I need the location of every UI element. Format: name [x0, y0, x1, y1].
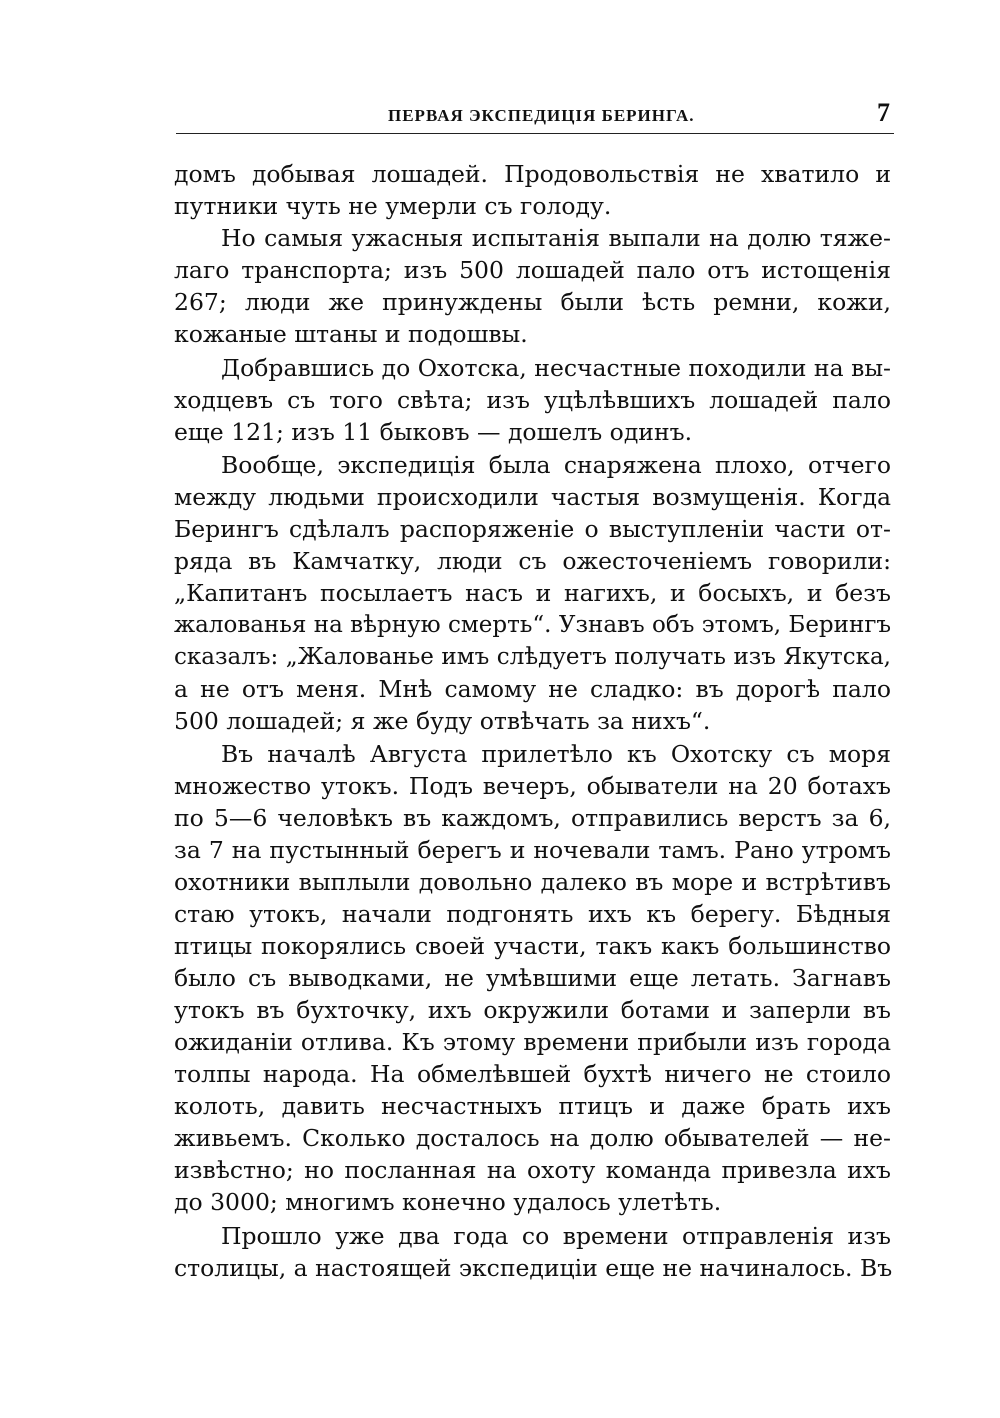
text-line: Вообще, экспедиція была снаряжена плохо, отчего	[221, 451, 891, 479]
text-line: было съ выводками, не умѣвшими еще летать. Загнавъ	[174, 964, 891, 992]
text-line: 500 лошадей; я же буду отвѣчать за нихъ“.	[174, 707, 711, 735]
text-line: Прошло уже два года со времени отправленія изъ	[221, 1222, 891, 1250]
header-rule	[176, 133, 894, 134]
text-line: жалованья на вѣрную смерть“. Узнавъ объ этомъ, Берингъ	[174, 612, 891, 638]
text-line: а не отъ меня. Мнѣ самому не сладко: въ дорогѣ пало	[174, 675, 891, 703]
text-line: Добравшись до Охотска, несчастные походили на вы-	[221, 354, 891, 382]
text-line: сказалъ: „Жалованье имъ слѣдуетъ получать изъ Якутска,	[174, 644, 891, 670]
text-line: кожаные штаны и подошвы.	[174, 320, 528, 348]
text-line: Но самыя ужасныя испытанія выпали на долю тяже-	[221, 224, 891, 252]
text-line: путники чуть не умерли съ голоду.	[174, 192, 612, 220]
text-line: извѣстно; но посланная на охоту команда привезла ихъ	[174, 1156, 891, 1184]
text-line: ожиданіи отлива. Къ этому времени прибыли изъ города	[174, 1028, 891, 1056]
text-line: живьемъ. Сколько досталось на долю обывателей — не-	[174, 1124, 891, 1152]
page-header	[176, 100, 894, 134]
text-line: между людьми происходили частыя возмущенія. Когда	[174, 483, 891, 511]
text-line: лаго транспорта; изъ 500 лошадей пало отъ истощенія	[174, 256, 891, 284]
text-line: толпы народа. На обмелѣвшей бухтѣ ничего не стоило	[174, 1060, 891, 1088]
text-line: домъ добывая лошадей. Продовольствія не хватило и	[174, 160, 891, 188]
text-line: Берингъ сдѣлалъ распоряженіе о выступленіи части от-	[174, 515, 891, 543]
text-line: птицы покорялись своей участи, такъ какъ большинство	[174, 932, 891, 960]
text-line: за 7 на пустынный берегъ и ночевали тамъ. Рано утромъ	[174, 836, 891, 864]
text-line: множество утокъ. Подъ вечеръ, обыватели на 20 ботахъ	[174, 772, 891, 800]
text-line: колоть, давить несчастныхъ птицъ и даже брать ихъ	[174, 1092, 891, 1120]
text-line: еще 121; изъ 11 быковъ — дошелъ одинъ.	[174, 418, 693, 446]
text-line: Въ началѣ Августа прилетѣло къ Охотску съ моря	[221, 740, 891, 768]
text-line: стаю утокъ, начали подгонять ихъ къ берегу. Бѣдныя	[174, 900, 891, 928]
text-line: охотники выплыли довольно далеко въ море и встрѣтивъ	[174, 868, 891, 896]
text-line: ходцевъ съ того свѣта; изъ уцѣлѣвшихъ лошадей пало	[174, 386, 891, 414]
text-line: до 3000; многимъ конечно удалось улетѣть.	[174, 1188, 722, 1216]
text-line: „Капитанъ посылаетъ насъ и нагихъ, и босыхъ, и безъ	[174, 579, 891, 607]
text-line: ряда въ Камчатку, люди съ ожесточеніемъ говорили:	[174, 547, 891, 575]
text-line: столицы, а настоящей экспедиціи еще не начиналось. Въ	[174, 1254, 893, 1282]
running-title: ПЕРВАЯ ЭКСПЕДИЦІЯ БЕРИНГА.	[388, 106, 695, 125]
text-line: по 5—6 человѣкъ въ каждомъ, отправились верстъ за 6,	[174, 804, 891, 832]
text-line: 267; люди же принуждены были ѣсть ремни, кожи,	[174, 288, 891, 316]
text-line: утокъ въ бухточку, ихъ окружили ботами и заперли въ	[174, 996, 891, 1024]
page-number: 7	[877, 98, 890, 127]
